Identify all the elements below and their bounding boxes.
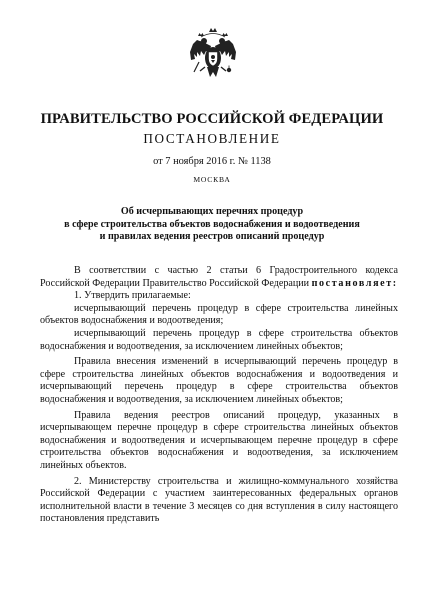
document-body <box>40 265 398 526</box>
document-title <box>40 206 384 244</box>
date-and-number: от 7 ноября 2016 г. № 1138 <box>153 156 271 167</box>
document-type: ПОСТАНОВЛЕНИЕ <box>143 131 281 146</box>
title-line: Об исчерпывающих перечнях процедур <box>120 206 304 217</box>
intro-paragraph <box>40 265 398 290</box>
paragraph: исчерпывающий перечень процедур в сфере строительства линейных объектов водоснабжения и водоотведения; <box>40 302 398 327</box>
title-line: и правилах ведения реестров описаний процедур <box>99 231 325 243</box>
paragraph: исчерпывающий перечень процедур в сфере строительства объектов водоснабжения и водоотведения, за исключением линейных объектов; <box>40 327 398 352</box>
paragraph: 1. Утвердить прилагаемые: <box>74 290 191 302</box>
resolves-word: постановляет: <box>311 277 398 289</box>
city-name: МОСКВА <box>193 175 231 184</box>
paragraph: 2. Министерству строительства и жилищно-коммунального хозяйства Российской Федерации с участием заинтересованных федеральных органов исполнительной власти в течение 3 месяцев со дня вступления в силу настоящего постановления представить <box>40 475 398 525</box>
coat-of-arms-icon <box>187 26 239 82</box>
title-line: в сфере строительства объектов водоснабжения и водоотведения <box>64 218 360 230</box>
paragraph: Правила ведения реестров описаний процедур, указанных в исчерпывающем перечне процедур в сфере строительства линейных объектов водоснабжения и водоотведения и исчерпывающем перечне процедур в сфере строительства объектов водоснабжения и водоотведения, за исключением линейных объектов. <box>40 409 398 471</box>
paragraph: Правила внесения изменений в исчерпывающий перечень процедур в сфере строительства линейных объектов водоснабжения и водоотведения и исчерпывающий перечень процедур в сфере строительства объектов водоснабжения и водоотведения, за исключением линейных объектов; <box>40 356 398 405</box>
government-name: ПРАВИТЕЛЬСТВО РОССИЙСКОЙ ФЕДЕРАЦИИ <box>40 111 384 127</box>
intro-text: В соответствии с частью 2 статьи 6 Градостроительного кодекса Российской Федерации Правительство Российской Федерации <box>40 265 398 289</box>
